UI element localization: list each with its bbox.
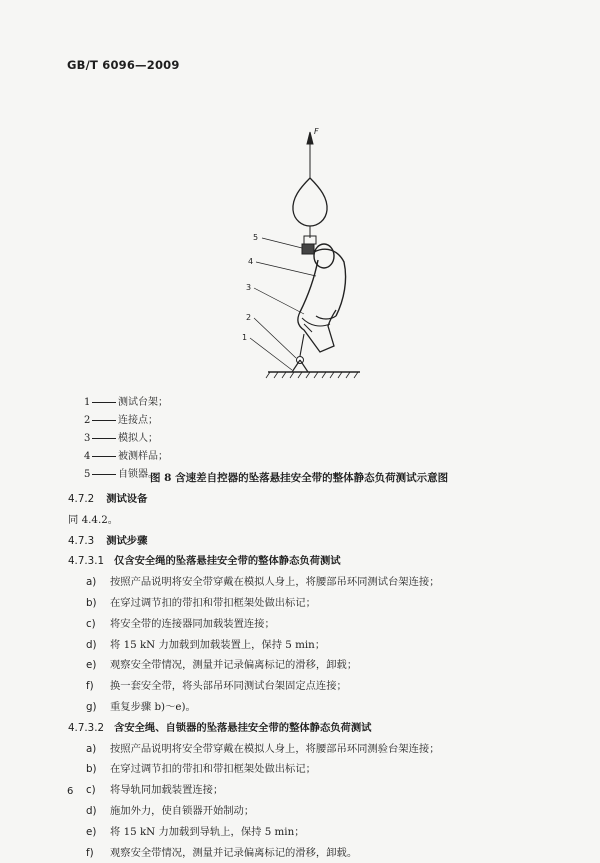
list-label: e) — [86, 825, 97, 838]
page-number: 6 — [67, 786, 74, 797]
list-label: b) — [86, 596, 97, 609]
standard-number: GB/T 6096—2009 — [67, 58, 180, 72]
ground-hatch — [266, 372, 358, 378]
list-item — [68, 801, 538, 822]
list-label: c) — [86, 617, 96, 630]
section-heading — [68, 531, 538, 552]
legend-item — [84, 394, 304, 412]
list-label: c) — [86, 784, 96, 797]
callout-4: 4 — [248, 257, 254, 266]
subsection-number: 4.7.3.2 — [68, 721, 105, 734]
subsection-heading — [68, 718, 538, 739]
list-label: d) — [86, 804, 97, 817]
list-label: a) — [86, 576, 97, 589]
list-label: a) — [86, 742, 97, 755]
list-text: 将 15 kN 力加载到导轨上，保持 5 min； — [110, 825, 305, 838]
callout-5: 5 — [253, 233, 259, 242]
list-text: 观察安全带情况，测量并记录偏离标记的滑移，卸载； — [110, 659, 358, 672]
document-body — [68, 489, 538, 863]
legend-text: 自锁器。 — [118, 469, 158, 480]
subsection-heading — [68, 551, 538, 572]
test-frame-right — [300, 360, 308, 372]
subsection-title: 含安全绳、自锁器的坠落悬挂安全带的整体静态负荷测试 — [114, 721, 372, 734]
list-item — [68, 739, 538, 760]
list-text: 将导轨同加载装置连接； — [110, 784, 224, 797]
list-item — [68, 572, 538, 593]
subsection-number: 4.7.3.1 — [68, 555, 105, 568]
section-title: 测试设备 — [106, 493, 148, 505]
callout-1: 1 — [242, 333, 248, 342]
legend-item — [84, 412, 304, 430]
list-text: 将安全带的连接器同加载装置连接； — [110, 617, 275, 630]
list-item — [68, 676, 538, 697]
callout-leaders — [250, 238, 316, 370]
subsection-title: 仅含安全绳的坠落悬挂安全带的整体静态负荷测试 — [114, 555, 341, 568]
paragraph: 同 4.4.2。 — [68, 513, 119, 526]
legend-text: 连接点； — [118, 415, 158, 426]
test-frame-left — [292, 360, 300, 372]
list-item — [68, 614, 538, 635]
list-item — [68, 759, 538, 780]
list-item — [68, 822, 538, 843]
list-text: 将 15 kN 力加载到加载装置上，保持 5 min； — [110, 638, 326, 651]
list-item — [68, 780, 538, 801]
legend-number: 5 — [84, 469, 91, 480]
legend-item — [84, 430, 304, 448]
section-heading — [68, 489, 538, 510]
legend-number: 3 — [84, 433, 91, 444]
self-locking-device — [302, 244, 314, 254]
legend-text: 模拟人； — [118, 433, 158, 444]
list-text: 在穿过调节扣的带扣和带扣框架处做出标记； — [110, 596, 316, 609]
list-item — [68, 843, 538, 863]
list-label: f) — [86, 680, 94, 693]
list-text: 重复步骤 b)～e)。 — [110, 700, 196, 713]
legend-number: 4 — [84, 451, 91, 462]
list-label: b) — [86, 763, 97, 776]
list-item — [68, 697, 538, 718]
section-title: 测试步骤 — [106, 534, 148, 547]
list-label: g) — [86, 700, 97, 713]
list-item — [68, 655, 538, 676]
list-text: 在穿过调节扣的带扣和带扣框架处做出标记； — [110, 763, 316, 776]
legend-text: 测试台架； — [118, 397, 168, 408]
list-item — [68, 635, 538, 656]
force-arrowhead — [307, 132, 313, 144]
loading-device — [293, 178, 327, 226]
list-text: 观察安全带情况，测量并记录偏离标记的滑移，卸载。 — [110, 846, 358, 859]
force-label: F — [314, 127, 319, 136]
legend-number: 2 — [84, 415, 91, 426]
list-label: d) — [86, 638, 97, 651]
list-label: e) — [86, 659, 97, 672]
callout-3: 3 — [246, 283, 252, 292]
list-text: 换一套安全带，将头部吊环同测试台架固定点连接； — [110, 680, 347, 693]
figure-caption: 图 8 含速差自控器的坠落悬挂安全带的整体静态负荷测试示意图 — [150, 472, 449, 484]
list-label: f) — [86, 846, 94, 859]
test-setup-diagram — [240, 120, 380, 382]
list-text: 施加外力，使自锁器开始制动； — [110, 804, 255, 817]
legend-item — [84, 448, 304, 466]
list-text: 按照产品说明将安全带穿戴在模拟人身上，将腰部吊环同测试台架连接； — [110, 576, 440, 589]
callout-2: 2 — [246, 313, 252, 322]
list-item — [68, 593, 538, 614]
section-number: 4.7.2 — [68, 493, 95, 505]
list-text: 按照产品说明将安全带穿戴在模拟人身上，将腰部吊环同测验台架连接； — [110, 742, 440, 755]
harness-back — [314, 249, 346, 316]
legend-text: 被测样品； — [118, 451, 168, 462]
section-number: 4.7.3 — [68, 534, 95, 547]
legend-number: 1 — [84, 397, 91, 408]
harness-front — [300, 260, 318, 312]
